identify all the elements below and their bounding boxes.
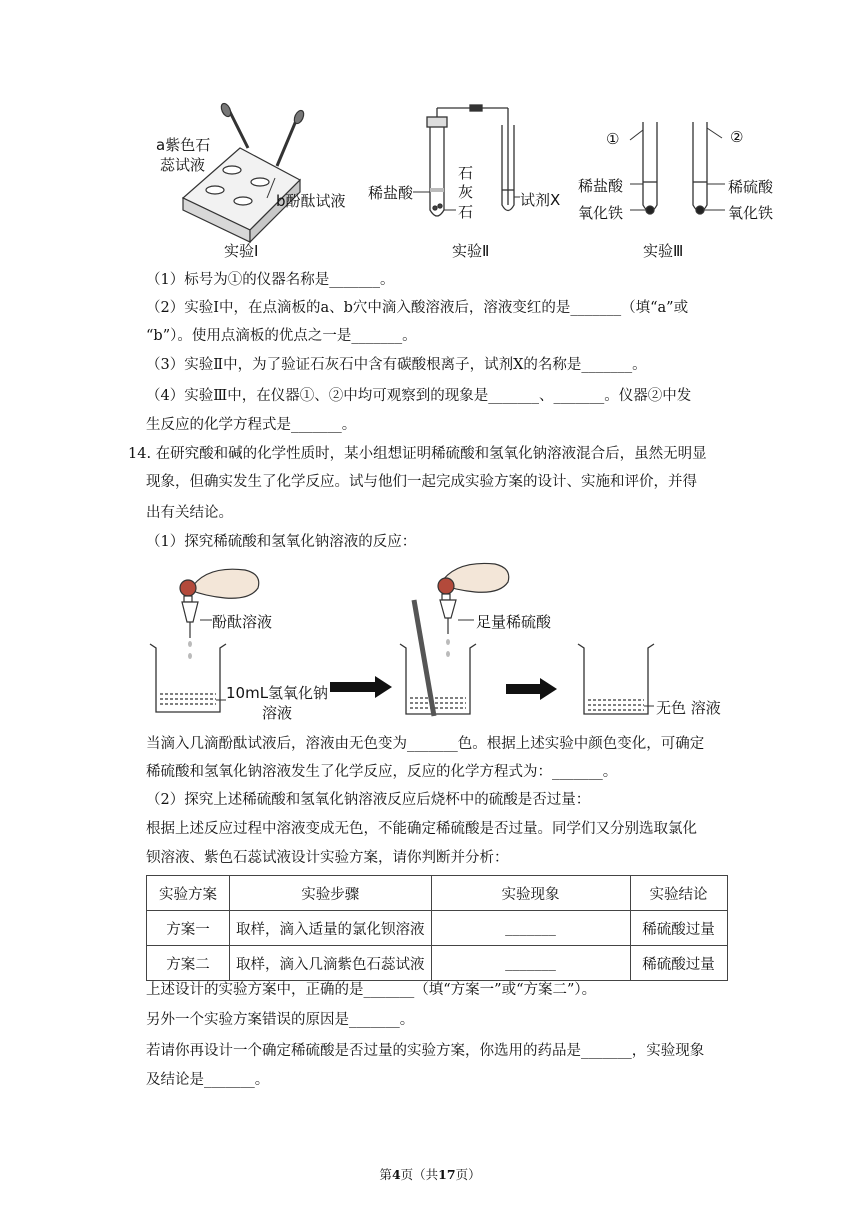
exp3-label-oxide-right: 氧化铁 <box>728 204 774 222</box>
fig2-label-acid: 足量稀硫酸 <box>476 613 552 631</box>
q14-line3: 出有关结论。 <box>146 505 233 521</box>
table-cell: 方案一 <box>147 911 230 946</box>
table-header: 实验结论 <box>630 876 727 911</box>
q14-line1: 14. 在研究酸和碱的化学性质时，某小组想证明稀硫酸和氢氧化钠溶液混合后，虽然无明显 <box>128 446 707 462</box>
table-cell: 稀硫酸过量 <box>630 946 727 981</box>
exp3-label-h2so4: 稀硫酸 <box>728 178 774 196</box>
fig2-label-phenol: 酚酞溶液 <box>212 613 273 631</box>
q14-line13: 及结论是_______。 <box>146 1072 270 1088</box>
q14-line12: 若请你再设计一个确定稀硫酸是否过量的实验方案，你选用的药品是_______，实验现象 <box>146 1043 705 1059</box>
exp3-label-one: ① <box>606 130 620 148</box>
plan-table <box>146 875 728 981</box>
q13-part2a: （2）实验Ⅰ中，在点滴板的a、b穴中滴入酸溶液后，溶液变红的是_______（填“a”或 <box>146 300 689 316</box>
table-header: 实验现象 <box>431 876 630 911</box>
q13-part4a: （4）实验Ⅲ中，在仪器①、②中均可观察到的现象是_______、_______。仪器②中发 <box>146 388 692 404</box>
table-row <box>147 946 728 981</box>
q14-line6: 稀硫酸和氢氧化钠溶液发生了化学反应，反应的化学方程式为：_______。 <box>146 764 618 780</box>
q14-line5: 当滴入几滴酚酞试液后，溶液由无色变为_______色。根据上述实验中颜色变化，可确定 <box>146 736 705 752</box>
iron-oxide-tubes <box>630 122 725 214</box>
exp1-label-a-line2: 蕊试液 <box>160 156 206 174</box>
footer-mid: 页（共 <box>400 1167 439 1182</box>
exp3-label-hcl: 稀盐酸 <box>578 177 624 195</box>
table-cell: 方案二 <box>147 946 230 981</box>
exp2-label-stone-2: 灰 <box>458 183 474 201</box>
q14-line8: 根据上述反应过程中溶液变成无色，不能确定稀硫酸是否过量。同学们又分别选取氯化 <box>146 821 697 837</box>
exp3-caption: 实验Ⅲ <box>643 242 684 260</box>
fig2-label-colorless: 无色 溶液 <box>656 699 721 717</box>
exp3-label-two: ② <box>730 128 744 146</box>
q13-part2b: “b”）。使用点滴板的优点之一是_______。 <box>146 328 417 344</box>
q14-line9: 钡溶液、紫色石蕊试液设计实验方案，请你判断并分析： <box>146 850 509 866</box>
footer-page-total: 17 <box>438 1167 456 1182</box>
q13-part1: （1）标号为①的仪器名称是_______。 <box>146 272 395 288</box>
q13-part3: （3）实验Ⅱ中，为了验证石灰石中含有碳酸根离子，试剂X的名称是_______。 <box>146 357 647 373</box>
q14-line4: （1）探究稀硫酸和氢氧化钠溶液的反应： <box>146 534 417 550</box>
table-cell: _______ <box>431 946 630 981</box>
table-header: 实验步骤 <box>230 876 432 911</box>
table-row <box>147 911 728 946</box>
beaker-colorless <box>578 644 654 714</box>
table-cell: 取样，滴入适量的氯化钡溶液 <box>230 911 432 946</box>
q14-line11: 另外一个实验方案错误的原因是_______。 <box>146 1012 415 1028</box>
fig2-label-naoh-2: 溶液 <box>262 704 293 722</box>
arrow-1 <box>330 676 392 698</box>
table-header: 实验方案 <box>147 876 230 911</box>
table-header-row <box>147 876 728 911</box>
footer-post: 页） <box>455 1167 481 1182</box>
exp2-caption: 实验Ⅱ <box>452 242 490 260</box>
table-cell: _______ <box>431 911 630 946</box>
beaker-naoh <box>150 644 226 712</box>
table-cell: 稀硫酸过量 <box>630 911 727 946</box>
page-footer <box>0 1165 860 1183</box>
exp1-label-b: b酚酞试液 <box>276 192 346 210</box>
neutralization-figure <box>0 560 860 740</box>
exp2-label-stone-3: 石 <box>458 203 474 221</box>
exp2-label-acid: 稀盐酸 <box>368 184 414 202</box>
exp3-label-oxide-left: 氧化铁 <box>578 204 624 222</box>
table-cell: 取样，滴入几滴紫色石蕊试液 <box>230 946 432 981</box>
fig2-label-naoh-1: 10mL氢氧化钠 <box>226 684 329 702</box>
exp1-caption: 实验Ⅰ <box>224 242 259 260</box>
q14-line7: （2）探究上述稀硫酸和氢氧化钠溶液反应后烧杯中的硫酸是否过量： <box>146 792 591 808</box>
q14-line10: 上述设计的实验方案中，正确的是_______（填“方案一”或“方案二”）。 <box>146 982 597 998</box>
exp2-label-stone-1: 石 <box>458 164 474 182</box>
arrow-2 <box>506 678 557 700</box>
footer-page-number: 4 <box>391 1167 401 1182</box>
exp1-label-a-line1: a紫色石 <box>156 136 211 154</box>
q13-part4b: 生反应的化学方程式是_______。 <box>146 417 357 433</box>
q14-line2: 现象，但确实发生了化学反应。试与他们一起完成实验方案的设计、实施和评价，并得 <box>146 474 697 490</box>
beaker-mixing <box>400 600 476 716</box>
footer-pre: 第 <box>379 1167 392 1182</box>
exp2-label-reagent: 试剂X <box>520 191 561 209</box>
